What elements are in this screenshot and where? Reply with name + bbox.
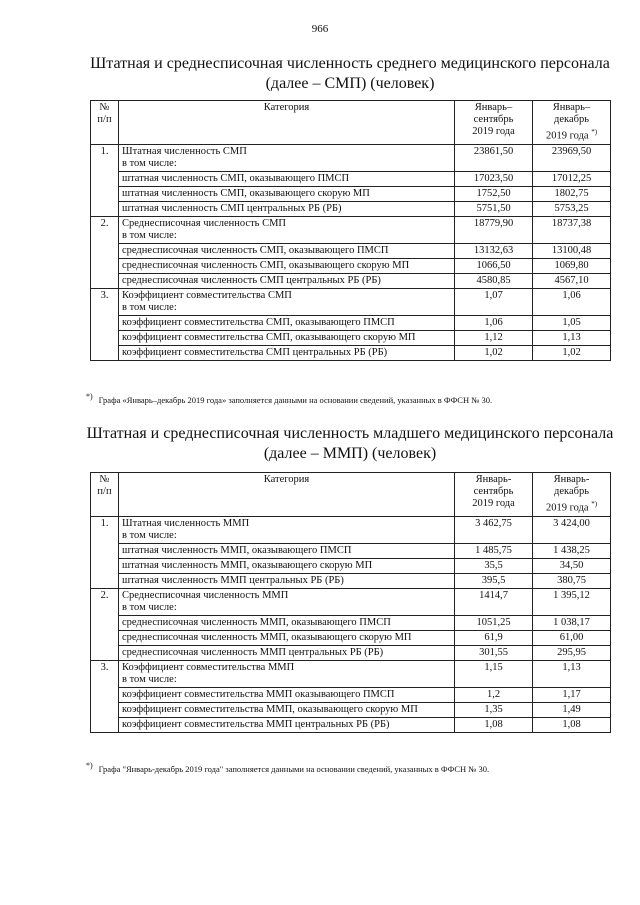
row-incl-label: в том числе:: [122, 673, 177, 685]
table-row-group: [91, 144, 611, 171]
value-jan-sep: 1752,50: [455, 186, 533, 201]
section-2-footnote: [86, 760, 626, 775]
value-jan-sep: 13132,63: [455, 243, 533, 258]
header-jan-dec-year: 2019 года: [545, 502, 589, 514]
row-number: 1.: [91, 144, 119, 216]
table-row-group: [91, 216, 611, 243]
value-jan-dec: 1,13: [533, 660, 611, 687]
row-number: 3.: [91, 660, 119, 732]
row-sub-label: штатная численность ММП центральных РБ (РБ): [119, 573, 455, 588]
table-row: [91, 687, 611, 702]
value-jan-dec: 18737,38: [533, 216, 611, 243]
section-1-footnote: [86, 391, 626, 406]
value-jan-sep: 301,55: [455, 645, 533, 660]
footnote-mark: *): [86, 392, 93, 401]
header-jan-dec: [533, 473, 611, 517]
header-category: Категория: [119, 101, 455, 145]
value-jan-sep: 1066,50: [455, 258, 533, 273]
value-jan-sep: 61,9: [455, 630, 533, 645]
value-jan-dec: 23969,50: [533, 144, 611, 171]
header-jan-dec-line: Январь–: [552, 102, 591, 113]
header-category: Категория: [119, 473, 455, 517]
row-incl-label: в том числе:: [122, 229, 177, 241]
table-row: [91, 186, 611, 201]
header-jan-sep: [455, 473, 533, 517]
table-row: [91, 330, 611, 345]
row-incl-label: в том числе:: [122, 157, 177, 169]
table-row: [91, 543, 611, 558]
value-jan-dec: 1802,75: [533, 186, 611, 201]
header-jan-sep-line: сентябрь: [473, 114, 514, 125]
table-row: [91, 717, 611, 732]
row-sub-label: среднесписочная численность ММП, оказывающего ПМСП: [119, 615, 455, 630]
row-main-label: Штатная численность СМП: [122, 145, 247, 157]
header-num: № п/п: [91, 473, 119, 517]
row-sub-label: среднесписочная численность ММП центральных РБ (РБ): [119, 645, 455, 660]
value-jan-sep: 1,35: [455, 702, 533, 717]
value-jan-dec: 1,17: [533, 687, 611, 702]
header-jan-dec: [533, 101, 611, 145]
header-jan-dec-year: 2019 года: [545, 130, 589, 142]
value-jan-dec: 1 438,25: [533, 543, 611, 558]
row-sub-label: коэффициент совместительства СМП центральных РБ (РБ): [119, 345, 455, 360]
mmp-staffing-table: [90, 472, 611, 733]
value-jan-sep: 1,15: [455, 660, 533, 687]
table-row-group: [91, 516, 611, 543]
row-incl-label: в том числе:: [122, 301, 177, 313]
value-jan-dec: 3 424,00: [533, 516, 611, 543]
row-sub-label: среднесписочная численность СМП, оказывающего скорую МП: [119, 258, 455, 273]
row-main-label: Среднесписочная численность СМП: [122, 217, 287, 229]
section-2-title-line2: (далее – ММП) (человек): [263, 445, 437, 462]
table-row: [91, 702, 611, 717]
table-row: [91, 258, 611, 273]
row-sub-label: штатная численность ММП, оказывающего ПМСП: [119, 543, 455, 558]
row-number: 2.: [91, 216, 119, 288]
value-jan-sep: 4580,85: [455, 273, 533, 288]
header-jan-sep-line: сентябрь: [473, 486, 514, 497]
row-main-label: Коэффициент совместительства ММП: [122, 661, 295, 673]
row-sub-label: коэффициент совместительства ММП центральных РБ (РБ): [119, 717, 455, 732]
value-jan-dec: 380,75: [533, 573, 611, 588]
row-number: 2.: [91, 588, 119, 660]
row-main-label: Среднесписочная численность ММП: [122, 589, 289, 601]
row-sub-label: среднесписочная численность СМП, оказывающего ПМСП: [119, 243, 455, 258]
row-number: 1.: [91, 516, 119, 588]
header-footnote-mark: *): [591, 128, 598, 136]
table-row: [91, 558, 611, 573]
value-jan-sep: 1414,7: [455, 588, 533, 615]
value-jan-dec: 5753,25: [533, 201, 611, 216]
value-jan-sep: 5751,50: [455, 201, 533, 216]
table-header-row: [91, 473, 611, 517]
table-row: [91, 315, 611, 330]
value-jan-sep: 1,12: [455, 330, 533, 345]
row-sub-label: коэффициент совместительства СМП, оказывающего ПМСП: [119, 315, 455, 330]
value-jan-dec: 1,08: [533, 717, 611, 732]
footnote-mark: *): [86, 761, 93, 770]
value-jan-sep: 23861,50: [455, 144, 533, 171]
value-jan-dec: 1,13: [533, 330, 611, 345]
header-jan-sep-line: Январь-: [475, 474, 512, 485]
row-main-label: Коэффициент совместительства СМП: [122, 289, 292, 301]
row-category: [119, 516, 455, 543]
value-jan-sep: 1,06: [455, 315, 533, 330]
value-jan-dec: 61,00: [533, 630, 611, 645]
value-jan-sep: 395,5: [455, 573, 533, 588]
row-sub-label: штатная численность СМП, оказывающего ПМСП: [119, 171, 455, 186]
table-row: [91, 645, 611, 660]
value-jan-dec: 17012,25: [533, 171, 611, 186]
table-row-group: [91, 288, 611, 315]
value-jan-dec: 1,49: [533, 702, 611, 717]
table-row: [91, 615, 611, 630]
row-main-label: Штатная численность ММП: [122, 517, 250, 529]
page-number: 966: [311, 23, 329, 35]
row-sub-label: среднесписочная численность ММП, оказывающего скорую МП: [119, 630, 455, 645]
value-jan-dec: 1,05: [533, 315, 611, 330]
value-jan-sep: 3 462,75: [455, 516, 533, 543]
header-jan-sep: [455, 101, 533, 145]
value-jan-dec: 34,50: [533, 558, 611, 573]
row-sub-label: среднесписочная численность СМП центральных РБ (РБ): [119, 273, 455, 288]
section-1-title-line2: (далее – СМП) (человек): [265, 75, 435, 92]
table-row-group: [91, 588, 611, 615]
header-jan-dec-line: Январь-: [553, 474, 590, 485]
value-jan-dec: 1,02: [533, 345, 611, 360]
header-jan-dec-line: декабрь: [554, 486, 589, 497]
table-row: [91, 573, 611, 588]
value-jan-sep: 18779,90: [455, 216, 533, 243]
value-jan-dec: 13100,48: [533, 243, 611, 258]
row-category: [119, 660, 455, 687]
table-row: [91, 171, 611, 186]
smp-staffing-table: [90, 100, 611, 361]
value-jan-dec: 1 038,17: [533, 615, 611, 630]
row-sub-label: штатная численность СМП центральных РБ (РБ): [119, 201, 455, 216]
value-jan-dec: 1,06: [533, 288, 611, 315]
row-sub-label: коэффициент совместительства ММП, оказывающего скорую МП: [119, 702, 455, 717]
header-jan-dec-line: декабрь: [554, 114, 589, 125]
row-category: [119, 216, 455, 243]
row-sub-label: коэффициент совместительства СМП, оказывающего скорую МП: [119, 330, 455, 345]
section-1-title: [60, 54, 640, 94]
header-jan-dec-line: [536, 126, 607, 143]
header-jan-dec-line: [536, 498, 607, 515]
row-incl-label: в том числе:: [122, 601, 177, 613]
table-row: [91, 201, 611, 216]
row-category: [119, 288, 455, 315]
section-2-title: [60, 424, 640, 464]
table-header-row: [91, 101, 611, 145]
section-2-title-line1: Штатная и среднесписочная численность младшего медицинского персонала: [86, 425, 614, 442]
value-jan-sep: 1,2: [455, 687, 533, 702]
header-jan-sep-line: Январь–: [474, 102, 513, 113]
row-sub-label: штатная численность СМП, оказывающего скорую МП: [119, 186, 455, 201]
value-jan-sep: 1051,25: [455, 615, 533, 630]
value-jan-sep: 17023,50: [455, 171, 533, 186]
value-jan-sep: 1 485,75: [455, 543, 533, 558]
table-row: [91, 630, 611, 645]
footnote-text: Графа "Январь-декабрь 2019 года" заполняется данными на основании сведений, указанных в ФФСН № 30.: [98, 763, 490, 774]
value-jan-sep: 35,5: [455, 558, 533, 573]
value-jan-dec: 1069,80: [533, 258, 611, 273]
table-row: [91, 345, 611, 360]
header-jan-sep-line: 2019 года: [472, 126, 515, 137]
row-category: [119, 144, 455, 171]
row-category: [119, 588, 455, 615]
row-sub-label: штатная численность ММП, оказывающего скорую МП: [119, 558, 455, 573]
footnote-text: Графа «Январь–декабрь 2019 года» заполняется данными на основании сведений, указанных в ФФСН № 30.: [98, 394, 493, 405]
row-number: 3.: [91, 288, 119, 360]
row-incl-label: в том числе:: [122, 529, 177, 541]
header-footnote-mark: *): [591, 500, 598, 508]
value-jan-sep: 1,08: [455, 717, 533, 732]
section-1-title-line1: Штатная и среднесписочная численность среднего медицинского персонала: [90, 55, 610, 72]
row-sub-label: коэффициент совместительства ММП оказывающего ПМСП: [119, 687, 455, 702]
value-jan-dec: 4567,10: [533, 273, 611, 288]
header-jan-sep-line: 2019 года: [472, 498, 515, 509]
value-jan-dec: 1 395,12: [533, 588, 611, 615]
table-row: [91, 243, 611, 258]
value-jan-sep: 1,02: [455, 345, 533, 360]
table-row: [91, 273, 611, 288]
value-jan-sep: 1,07: [455, 288, 533, 315]
header-num: № п/п: [91, 101, 119, 145]
value-jan-dec: 295,95: [533, 645, 611, 660]
table-row-group: [91, 660, 611, 687]
